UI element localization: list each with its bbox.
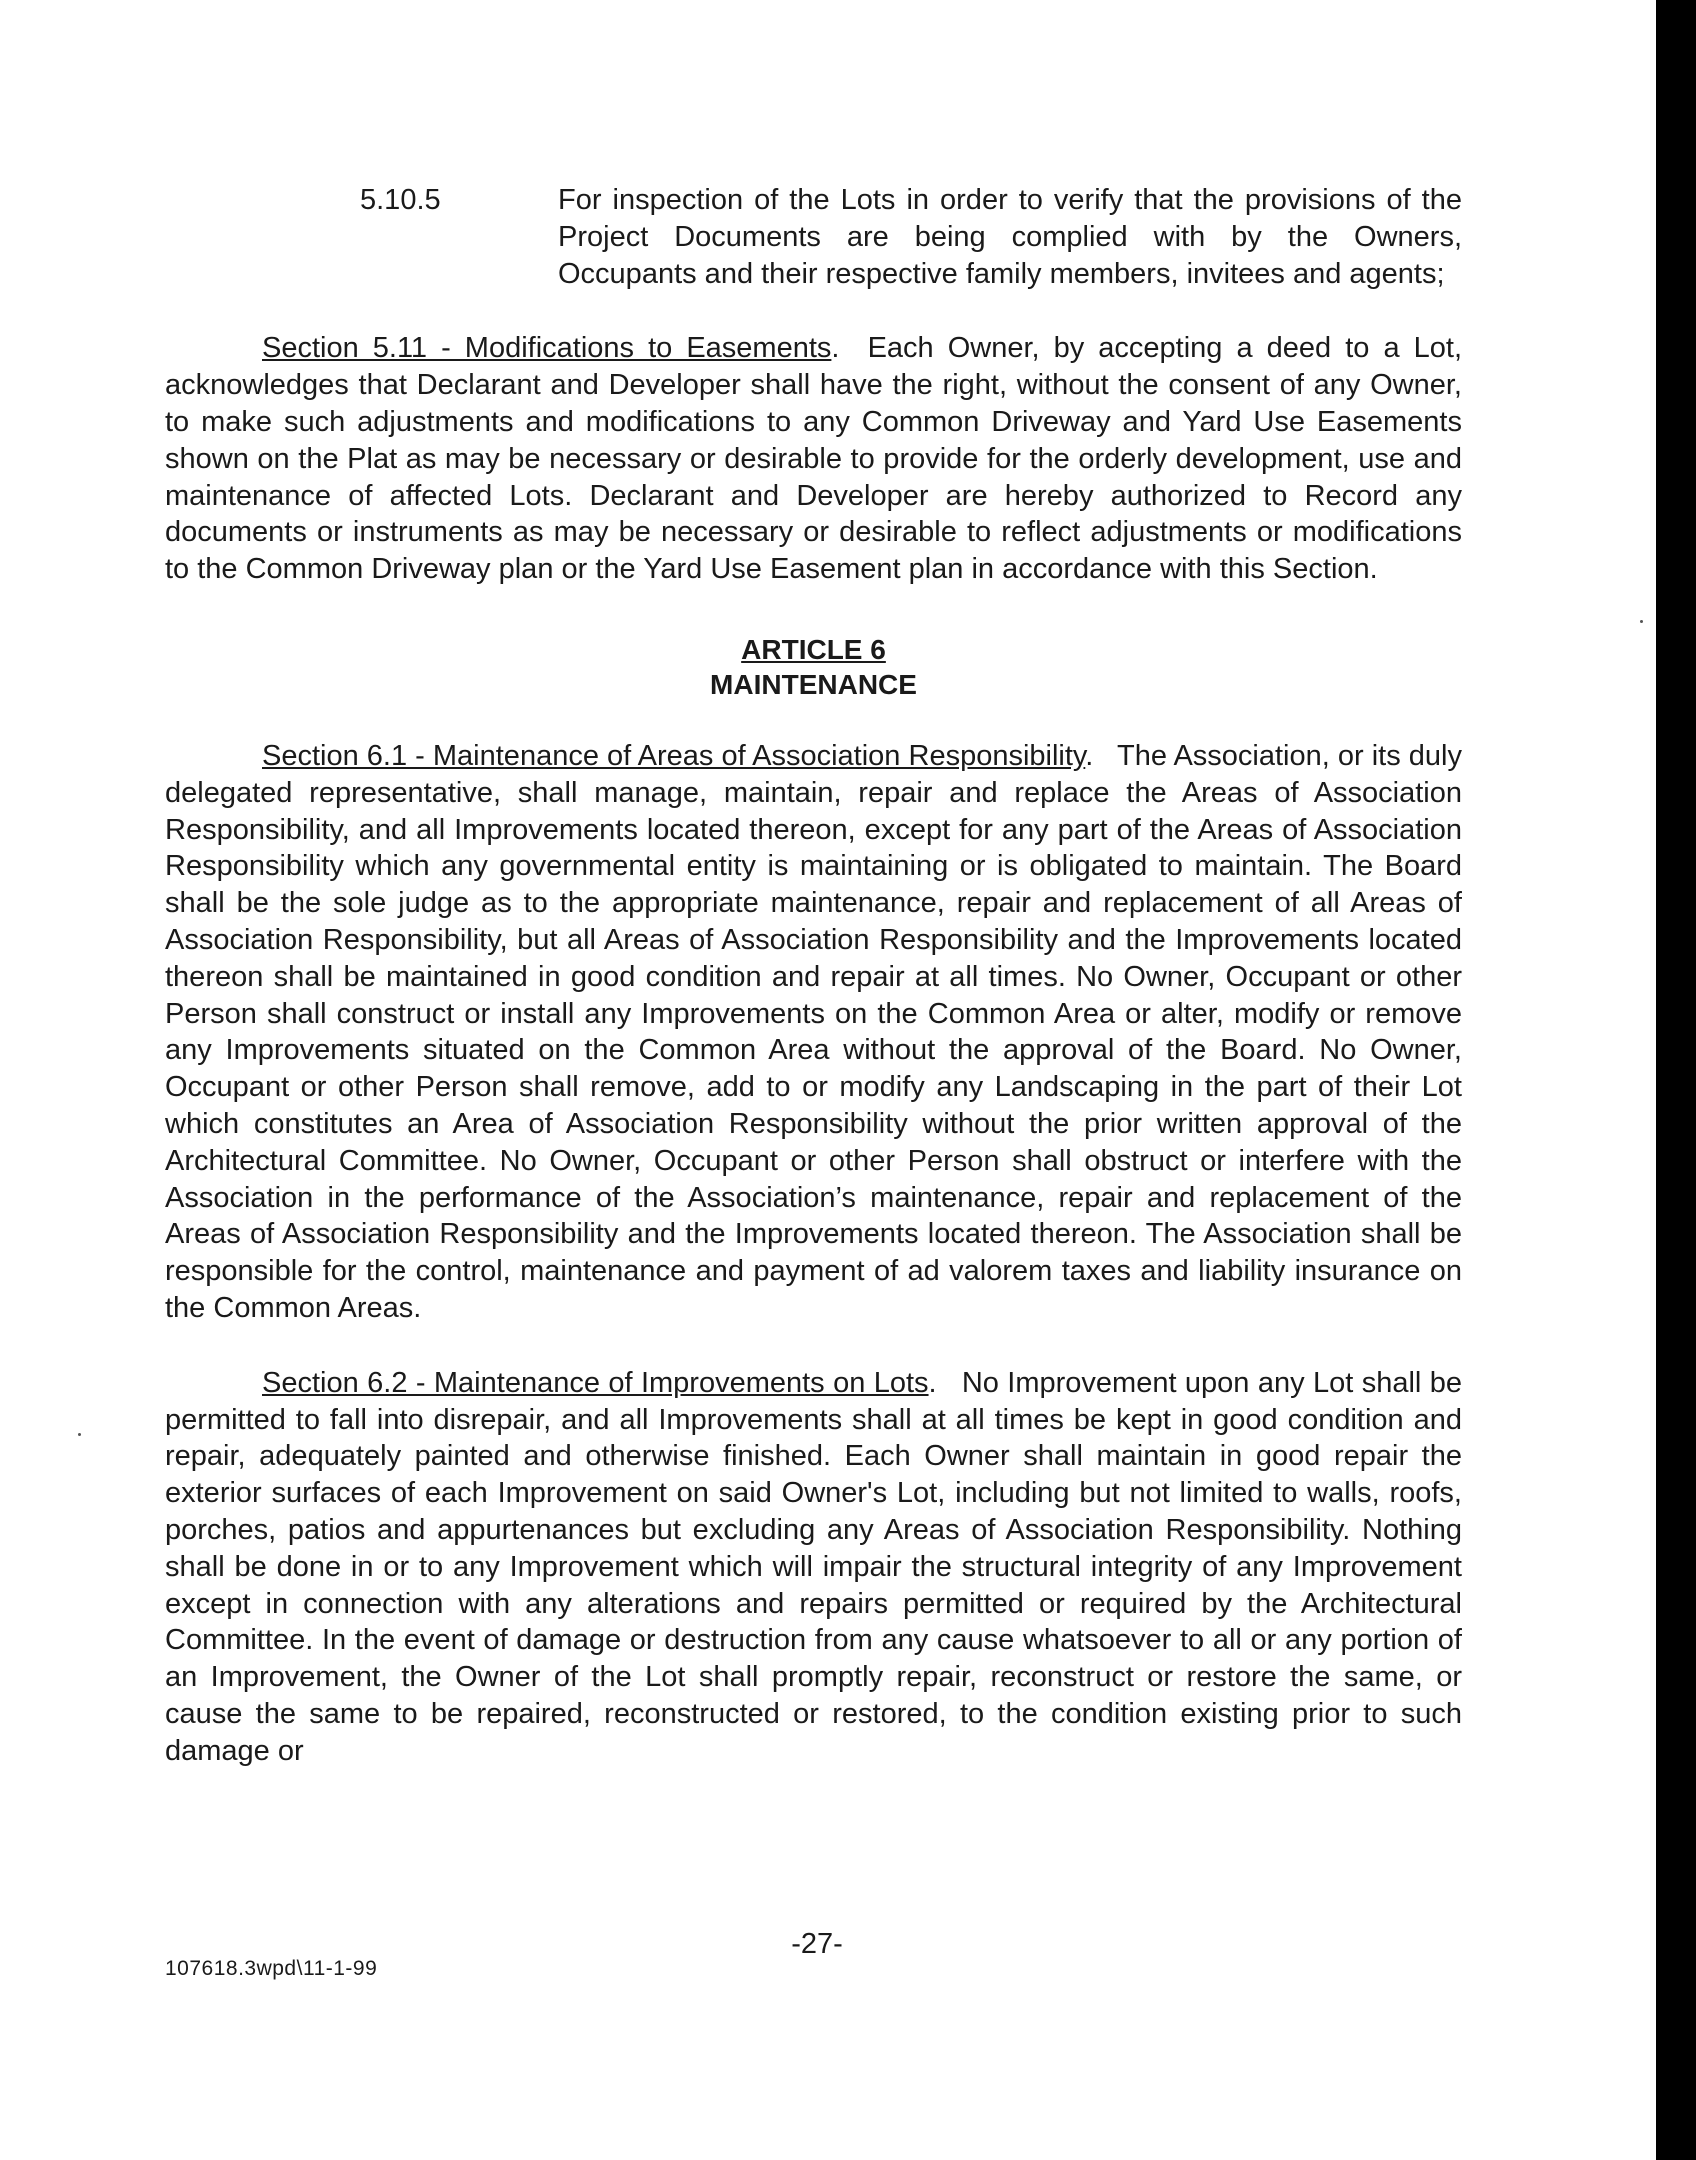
scan-speck (1640, 620, 1643, 623)
section-6-2-body: No Improvement upon any Lot shall be permitted to fall into disrepair, and all Improvements shall at all times be kept in good condition and repair, adequately painted and otherwise finished. Each Owner shall maintain in good repair the exterior surfaces of each Improvement on said Owner's Lot, including but not limited to walls, roofs, porches, patios and appurtenances but excluding any Areas of Association Responsibility. Nothing shall be done in or to any Improvement which will impair the structural integrity of any Improvement except in connection with any alterations and repairs permitted or required by the Architectural Committee. In the event of damage or destruction from any cause whatsoever to all or any portion of an Improvement, the Owner of the Lot shall promptly repair, reconstruct or restore the same, or cause the same to be repaired, reconstructed or restored, to the condition existing prior to such damage or (165, 1366, 1462, 1767)
subsection-text: For inspection of the Lots in order to verify that the provisions of the Project Documents are being complied with by the Owners, Occupants and their respective family members, invitees and agents; (558, 184, 1462, 290)
article-title: MAINTENANCE (710, 668, 917, 700)
heading-period: . (1085, 739, 1118, 772)
heading-period: . (831, 332, 868, 365)
subsection-5-10-5 (360, 182, 1462, 292)
section-5-11-heading: Section 5.11 - Modifications to Easements (262, 332, 832, 365)
section-6-1-body: The Association, or its duly delegated representative, shall manage, maintain, repair and replace the Areas of Association Responsibility, and all Improvements located thereon, except for any part of the Areas of Association Responsibility which any governmental entity is maintaining or is obligated to maintain. The Board shall be the sole judge as to the appropriate maintenance, repair and replacement of all Areas of Association Responsibility, but all Areas of Association Responsibility and the Improvements located thereon shall be maintained in good condition and repair at all times. No Owner, Occupant or other Person shall construct or install any Improvements on the Common Area or alter, modify or remove any Improvements situated on the Common Area without the approval of the Board. No Owner, Occupant or other Person shall remove, add to or modify any Landscaping in the part of their Lot which constitutes an Area of Association Responsibility without the prior written approval of the Architectural Committee. No Owner, Occupant or other Person shall obstruct or interfere with the Association in the performance of the Association’s maintenance, repair and replacement of the Areas of Association Responsibility and the Improvements located thereon. The Association shall be responsible for the control, maintenance and payment of ad valorem taxes and liability insurance on the Common Areas. (165, 739, 1462, 1324)
section-6-2-heading: Section 6.2 - Maintenance of Improvements on Lots (262, 1366, 929, 1399)
scan-speck (78, 1433, 81, 1436)
section-6-2 (165, 1365, 1462, 1770)
article-heading (165, 632, 1462, 702)
document-page (165, 182, 1462, 1769)
subsection-number: 5.10.5 (360, 184, 441, 216)
section-5-11 (165, 330, 1462, 588)
page-number: -27- (791, 1928, 843, 1960)
section-5-11-body: Each Owner, by accepting a deed to a Lot, acknowledges that Declarant and Developer shall have the right, without the consent of any Owner, to make such adjustments and modifications to any Common Driveway and Yard Use Easements shown on the Plat as may be necessary or desirable to provide for the orderly development, use and maintenance of affected Lots. Declarant and Developer are hereby authorized to Record any documents or instruments as may be necessary or desirable to reflect adjustments or modifications to the Common Driveway plan or the Yard Use Easement plan in accordance with this Section. (165, 332, 1462, 586)
section-6-1 (165, 738, 1462, 1327)
document-reference: 107618.3wpd\11-1-99 (165, 1957, 378, 1980)
scan-edge-bar (1656, 0, 1696, 2160)
section-6-1-heading: Section 6.1 - Maintenance of Areas of Association Responsibility (262, 739, 1086, 772)
article-number: ARTICLE 6 (741, 633, 886, 665)
heading-period: . (928, 1366, 962, 1399)
